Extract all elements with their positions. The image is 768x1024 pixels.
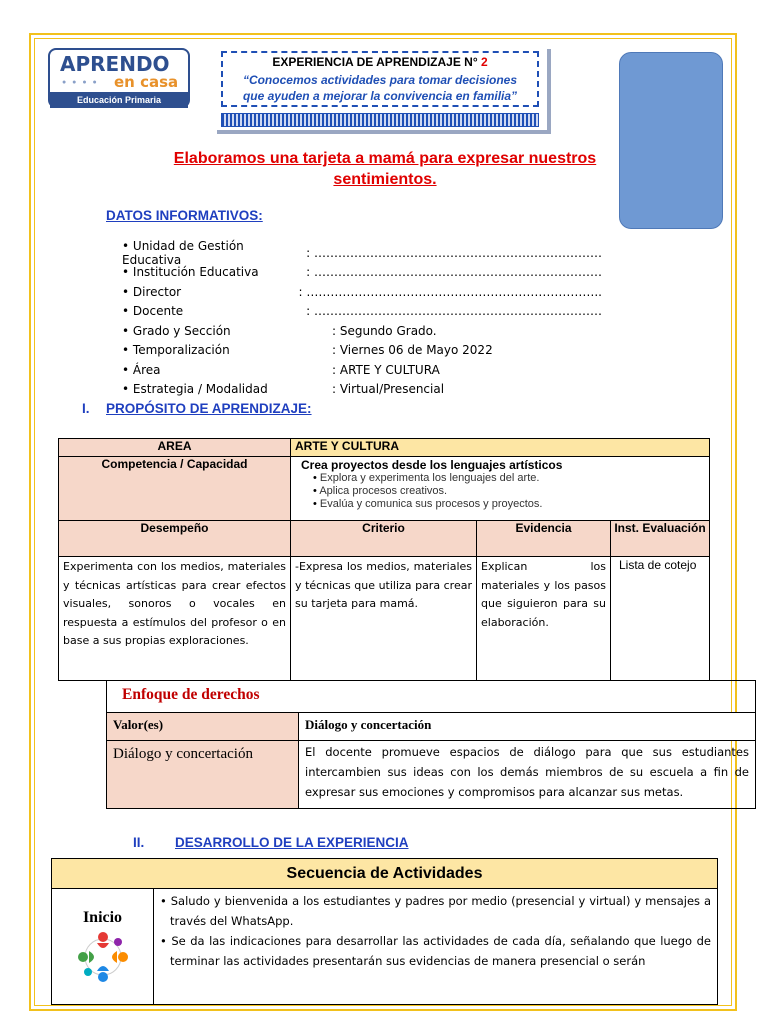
capacidad-item: • Aplica procesos creativos. [313, 485, 699, 498]
area-value: ARTE Y CULTURA [291, 439, 710, 457]
desarrollo-number: II. [133, 835, 145, 850]
area-label: AREA [59, 439, 291, 457]
info-row [122, 238, 602, 267]
logo-encasa-text: en casa [114, 73, 179, 91]
col-desempeno: Desempeño [59, 521, 291, 557]
logo-band: Educación Primaria [50, 92, 188, 108]
valor-value: Diálogo y concertación [299, 713, 756, 741]
info-label: • Área [122, 363, 332, 377]
dialogo-description: El docente promueve espacios de diálogo para que sus estudiantes intercambien sus ideas con los demás miembros de su escuela a fin de expresar sus emociones y compromisos para alcanzar sus metas. [299, 741, 756, 809]
info-row [122, 360, 602, 380]
page-title-line1: Elaboramos una tarjeta a mamá para expresar nuestros [173, 150, 597, 167]
experience-title-prefix: EXPERIENCIA DE APRENDIZAJE N° [272, 55, 481, 69]
experience-subtitle [213, 72, 547, 104]
info-row [122, 341, 602, 361]
col-inst: Inst. Evaluación [611, 521, 710, 557]
info-row [122, 321, 602, 341]
info-value: : ……………………………………………………………… [306, 265, 602, 280]
info-label: • Director [122, 285, 299, 299]
experience-header-box [213, 45, 547, 130]
teamwork-icon [75, 929, 131, 985]
experience-subtitle-line2: que ayuden a mejorar la convivencia en familia” [242, 89, 518, 103]
enfoque-heading: Enfoque de derechos [107, 681, 756, 713]
info-label: • Unidad de Gestión Educativa [122, 239, 306, 267]
info-value: : Viernes 06 de Mayo 2022 [332, 343, 493, 358]
purpose-table [58, 438, 710, 681]
capacidad-item: • Evalúa y comunica sus procesos y proyectos. [313, 498, 699, 511]
evidencia-cell: Explican los materiales y los pasos que siguieron para su elaboración. [477, 557, 611, 681]
logo-dots: ● ● ● ● [62, 79, 99, 86]
secuencia-table [51, 858, 718, 1005]
info-value: : ……………………………………………………………….. [298, 284, 602, 299]
info-value: : ARTE Y CULTURA [332, 362, 440, 377]
inicio-label: Inicio [82, 909, 123, 926]
experience-subtitle-line1: “Conocemos actividades para tomar decisiones [242, 73, 518, 87]
secuencia-heading: Secuencia de Actividades [52, 859, 718, 889]
competencia-label: Competencia / Capacidad [59, 457, 291, 521]
competencia-cell [291, 457, 710, 521]
info-row [122, 302, 602, 322]
info-row [122, 263, 602, 283]
activity-item: • Se da las indicaciones para desarrollar las actividades de cada día, señalando que luego de terminar las actividades presentarán sus evidencias de manera presencial o serán [160, 931, 711, 971]
enfoque-table [106, 680, 756, 809]
info-row [122, 282, 602, 302]
info-label: • Grado y Sección [122, 324, 332, 338]
inicio-cell [52, 889, 154, 1005]
info-label: • Docente [122, 304, 306, 318]
col-evidencia: Evidencia [477, 521, 611, 557]
datos-heading: DATOS INFORMATIVOS: [106, 208, 263, 223]
activity-item: • Saludo y bienvenida a los estudiantes y padres por medio (presencial y virtual) y mensajes a través del WhatsApp. [160, 891, 711, 931]
desarrollo-heading: DESARROLLO DE LA EXPERIENCIA [175, 835, 409, 850]
info-label: • Institución Educativa [122, 265, 306, 279]
capacidad-item: • Explora y experimenta los lenguajes del arte. [313, 472, 699, 485]
col-criterio: Criterio [291, 521, 477, 557]
info-value: : ……………………………………………………………… [306, 304, 602, 319]
info-label: • Temporalización [122, 343, 332, 357]
info-label: • Estrategia / Modalidad [122, 382, 332, 396]
inst-cell: Lista de cotejo [611, 557, 710, 681]
datos-list [122, 238, 602, 399]
proposito-heading: PROPÓSITO DE APRENDIZAJE: [106, 401, 312, 416]
info-row [122, 380, 602, 400]
page-title [130, 148, 640, 190]
info-value: : Virtual/Presencial [332, 382, 445, 397]
capacidades-list [301, 472, 699, 511]
info-value: : Segundo Grado. [332, 323, 437, 338]
dialogo-label: Diálogo y concertación [107, 741, 299, 809]
proposito-number: I. [82, 401, 90, 416]
competencia-title: Crea proyectos desde los lenguajes artísticos [301, 458, 563, 472]
info-value: : ……………………………………………………………… [306, 245, 602, 260]
photo-placeholder [619, 52, 723, 229]
page-title-line2: sentimientos. [333, 171, 437, 188]
experience-title [213, 55, 547, 69]
valor-label: Valor(es) [107, 713, 299, 741]
experience-number: 2 [480, 55, 488, 69]
header-stripes [221, 113, 539, 127]
desempeno-cell: Experimenta con los medios, materiales y técnicas artísticas para crear efectos visuales, sonoros o vocales en respuesta a estímulos del profesor o en base a sus propias exploraciones. [59, 557, 291, 681]
inicio-activities [154, 889, 718, 1005]
criterio-cell: -Expresa los medios, materiales y técnicas que utiliza para crear su tarjeta para mamá. [291, 557, 477, 681]
aprendo-en-casa-logo [48, 48, 190, 108]
logo-aprendo-text: APRENDO [60, 52, 170, 76]
